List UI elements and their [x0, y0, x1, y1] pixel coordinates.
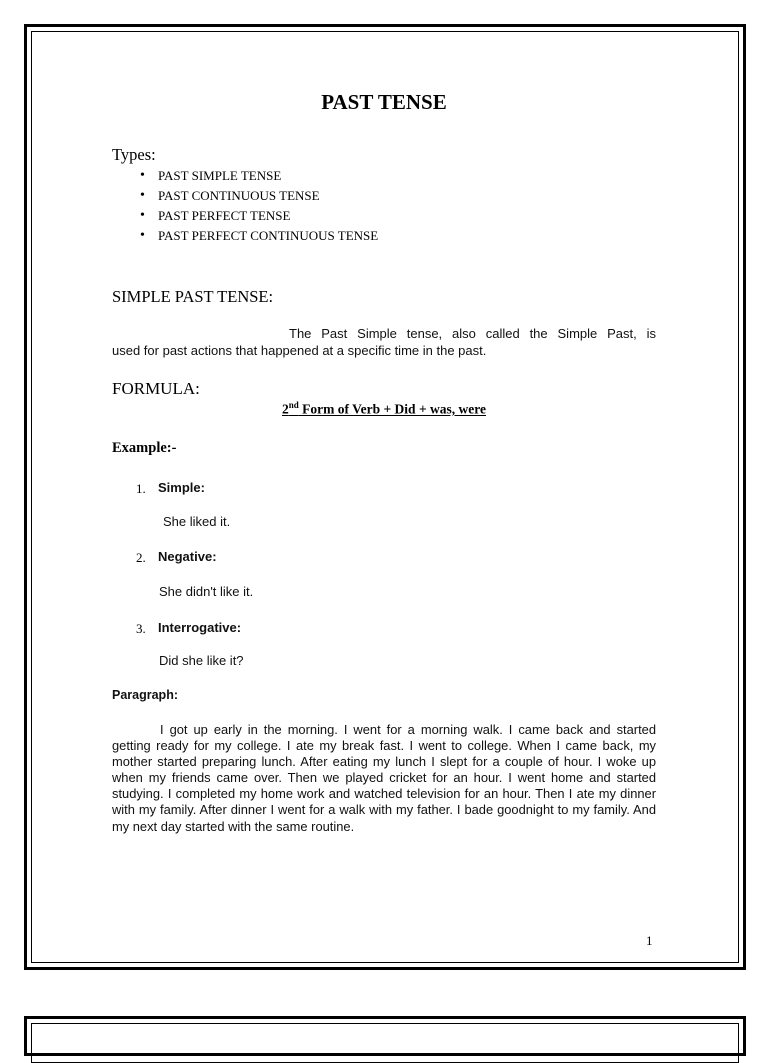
example-label: Simple:	[158, 480, 205, 495]
formula-superscript: nd	[288, 400, 299, 410]
paragraph-heading: Paragraph:	[112, 688, 178, 702]
types-list	[140, 166, 378, 246]
example-sentence: She didn't like it.	[159, 584, 254, 599]
example-number: 2.	[136, 550, 146, 565]
example-number: 3.	[136, 621, 146, 636]
list-item: • PAST SIMPLE TENSE	[140, 166, 378, 186]
definition-line-2: used for past actions that happened at a specific time in the past.	[112, 343, 487, 358]
example-sentence: Did she like it?	[159, 653, 244, 668]
page-title: PAST TENSE	[321, 90, 447, 114]
example-number: 1.	[136, 481, 146, 496]
example-sentence: She liked it.	[163, 514, 231, 529]
paragraph-body: I got up early in the morning. I went for a morning walk. I came back and started getting ready for my college. I ate my break fast. I went to college. When I came back, my mother started preparing lunch. After eating my lunch I slept for a couple of hour. I woke up when my friends came over. Then we played cricket for an hour. I went home and started studying. I completed my home work and watched television for an hour. Then I ate my dinner with my family. After dinner I went for a walk with my father. I bade goodnight to my family. And my next day started with the same routine.	[112, 722, 656, 834]
list-item: • PAST CONTINUOUS TENSE	[140, 186, 378, 206]
formula-rest: Form of Verb + Did + was, were	[298, 401, 486, 417]
page-number: 1	[646, 933, 653, 948]
example-label: Negative:	[158, 549, 217, 564]
definition-line-1: The Past Simple tense, also called the Simple Past, is	[289, 326, 656, 341]
simple-past-definition	[112, 325, 656, 359]
list-item: • PAST PERFECT CONTINUOUS TENSE	[140, 226, 378, 246]
example-label: Interrogative:	[158, 620, 242, 635]
formula-heading: FORMULA:	[112, 379, 200, 398]
list-item: • PAST PERFECT TENSE	[140, 206, 378, 226]
formula-text	[0, 400, 768, 418]
types-heading: Types:	[112, 145, 156, 164]
formula-prefix: 2	[281, 401, 289, 417]
example-heading: Example:-	[112, 440, 177, 456]
next-page-border-inner	[31, 1023, 739, 1063]
next-page-border	[24, 1016, 746, 1056]
simple-past-heading: SIMPLE PAST TENSE:	[112, 287, 274, 306]
